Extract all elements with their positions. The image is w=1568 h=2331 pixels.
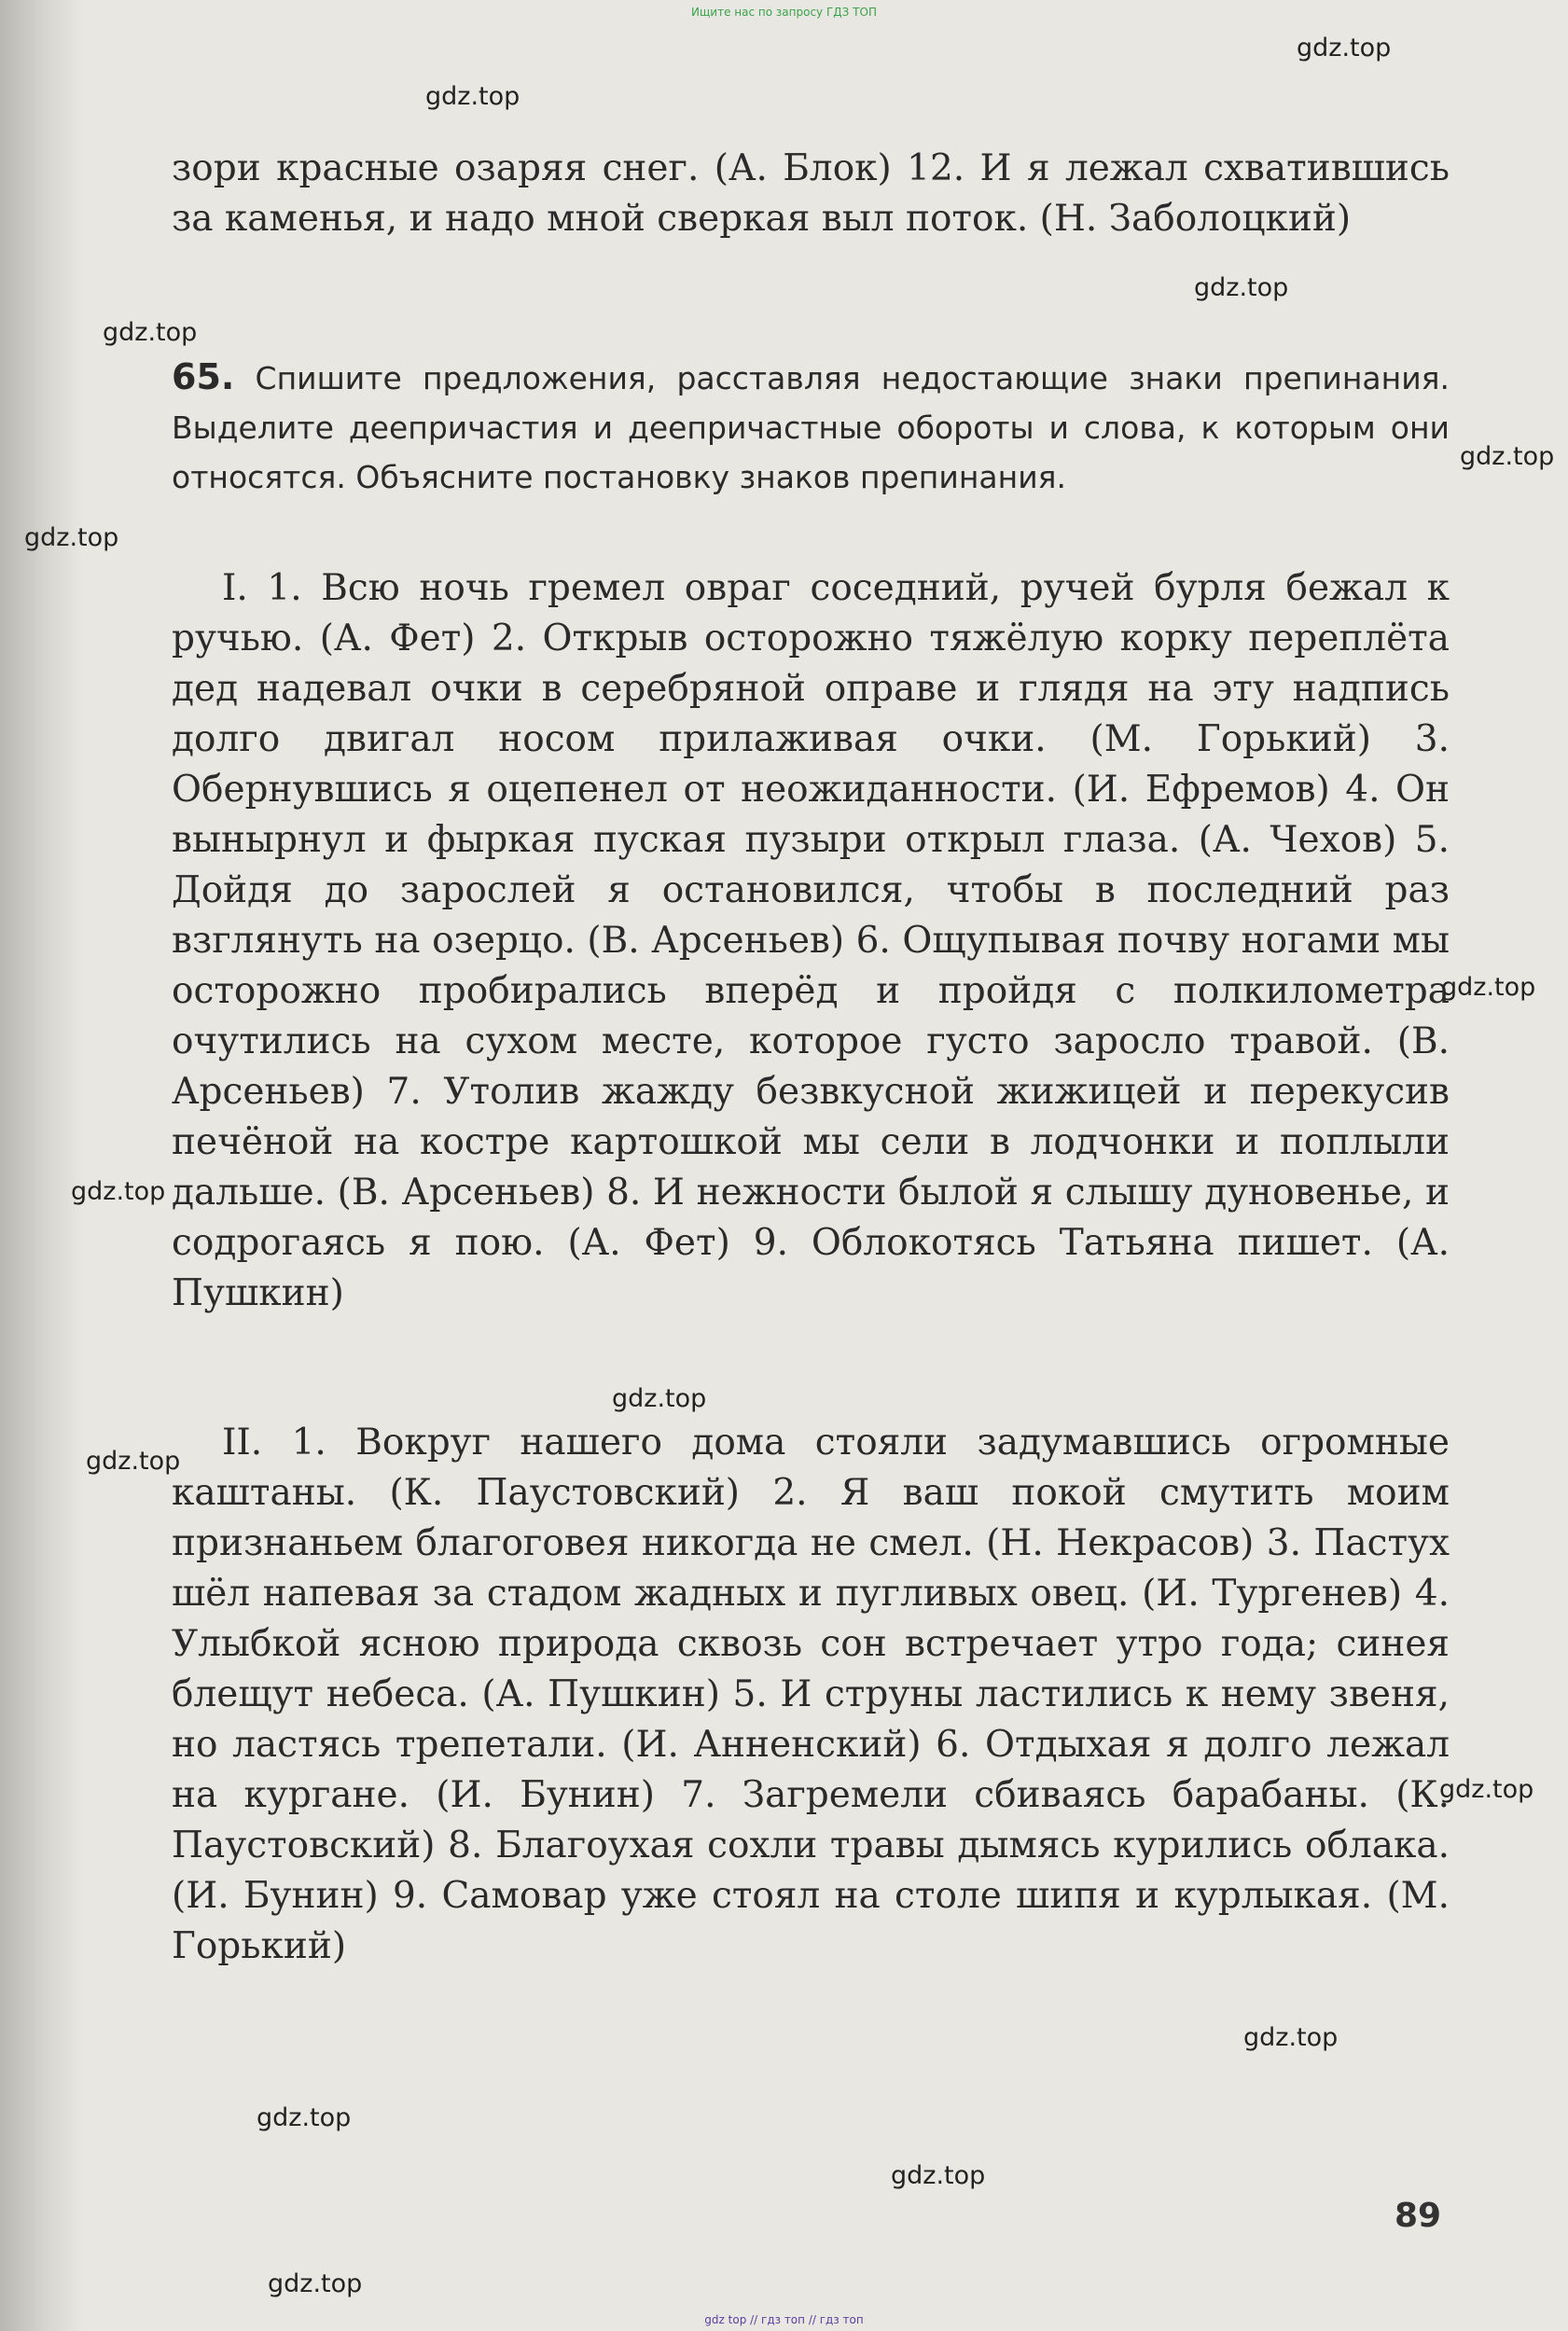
watermark: gdz.top [268, 2269, 363, 2298]
previous-exercise-ending [172, 144, 1450, 244]
continuation-text: зори красные озаряя снег. (А. Блок) 12. И я лежал схватившись за каменья, и надо мной сверкая выл поток. (Н. Заболоцкий) [172, 147, 1450, 240]
watermark: gdz.top [1194, 273, 1289, 302]
page-number: 89 [1395, 2197, 1442, 2235]
exercise-part-2 [172, 1418, 1450, 1972]
watermark: gdz.top [891, 2161, 986, 2190]
watermark: gdz.top [103, 318, 198, 347]
watermark: gdz.top [1243, 2023, 1339, 2052]
footer-note: gdz top // гдз топ // гдз топ [704, 2313, 864, 2326]
exercise-65-task [172, 353, 1450, 502]
header-note: Ищите нас по запросу ГДЗ ТОП [691, 6, 877, 19]
exercise-instruction: Спишите предложения, расставляя недостающие знаки препинания. Выделите деепричастия и деепричастные обороты и слова, к которым они относятся. Объясните постановку знаков препинания. [172, 360, 1450, 495]
part-1-text: I. 1. Всю ночь гремел овраг соседний, ручей бурля бежал к ручью. (А. Фет) 2. Открыв осторожно тяжёлую корку переплёта дед надевал очки в серебряной оправе и глядя на эту надпись долго двигал носом прилаживая очки. (М. Горький) 3. Обернувшись я оцепенел от неожиданности. (И. Ефремов) 4. Он вынырнул и фыркая пуская пузыри открыл глаза. (А. Чехов) 5. Дойдя до зарослей я остановился, чтобы в последний раз взглянуть на озерцо. (В. Арсеньев) 6. Ощупывая почву ногами мы осторожно пробирались вперёд и пройдя с полкилометра очутились на сухом месте, которое густо заросло травой. (В. Арсеньев) 7. Утолив жажду безвкусной жижицей и перекусив печёной на костре картошкой мы сели в лодчонки и поплыли дальше. (В. Арсеньев) 8. И нежности былой я слышу дуновенье, и содрогаясь я пою. (А. Фет) 9. Облокотясь Татьяна пишет. (А. Пушкин) [172, 567, 1450, 1314]
watermark: gdz.top [1441, 973, 1536, 1002]
watermark: gdz.top [1460, 442, 1555, 471]
watermark: gdz.top [1439, 1775, 1534, 1804]
exercise-number: 65. [172, 356, 235, 397]
exercise-part-1 [172, 563, 1450, 1319]
watermark: gdz.top [24, 523, 119, 552]
watermark: gdz.top [612, 1384, 707, 1413]
watermark: gdz.top [425, 82, 520, 111]
watermark: gdz.top [257, 2103, 352, 2132]
part-2-text: II. 1. Вокруг нашего дома стояли задумавшись огромные каштаны. (К. Паустовский) 2. Я ваш покой смутить моим признаньем благоговея никогда не смел. (Н. Некрасов) 3. Пастух шёл напевая за стадом жадных и пугливых овец. (И. Тургенев) 4. Улыбкой ясною природа сквозь сон встречает утро года; синея блещут небеса. (А. Пушкин) 5. И струны ластились к нему звеня, но ластясь трепетали. (И. Анненский) 6. Отдыхая я долго лежал на кургане. (И. Бунин) 7. Загремели сбиваясь барабаны. (К. Паустовский) 8. Благоухая сохли травы дымясь курились облака. (И. Бунин) 9. Самовар уже стоял на столе шипя и курлыкая. (М. Горький) [172, 1422, 1450, 1967]
watermark: gdz.top [86, 1447, 181, 1476]
watermark: gdz.top [1297, 34, 1392, 62]
watermark: gdz.top [71, 1177, 166, 1206]
book-spine-shadow [0, 0, 84, 2331]
